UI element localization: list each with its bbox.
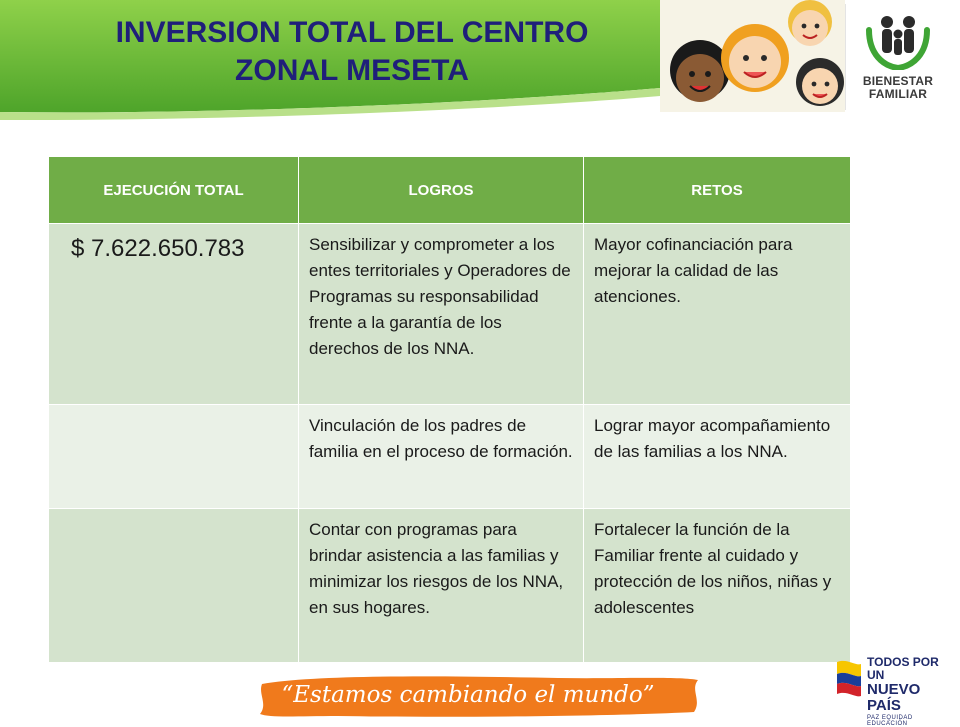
logo-text-familiar: FAMILIAR xyxy=(868,87,928,101)
page-title xyxy=(72,14,632,90)
bienestar-familiar-logo xyxy=(850,10,946,110)
children-illustration xyxy=(660,0,845,112)
table-row xyxy=(49,405,851,509)
investment-table xyxy=(48,156,851,663)
todos-por-un-nuevo-pais-logo xyxy=(833,654,953,727)
ejecucion-cell-empty xyxy=(49,405,299,509)
ejecucion-cell-empty xyxy=(49,509,299,663)
table-header-row xyxy=(49,157,851,224)
logro-cell: Vinculación de los padres de familia en el proceso de formación. xyxy=(299,405,584,509)
reto-cell: Lograr mayor acompañamiento de las familias a los NNA. xyxy=(584,405,851,509)
pais-line-1: TODOS POR UN xyxy=(867,655,939,682)
pais-line-2: NUEVO PAÍS xyxy=(867,681,921,714)
title-line-2: ZONAL MESETA xyxy=(235,54,469,87)
colombia-flag-icon xyxy=(833,654,865,702)
slogan-banner xyxy=(258,670,708,720)
logo-text-bienestar: BIENESTAR xyxy=(862,74,934,88)
header-ejecucion-total: EJECUCIÓN TOTAL xyxy=(49,157,299,224)
slogan-text: “Estamos cambiando el mundo” xyxy=(281,682,655,708)
header-retos: RETOS xyxy=(584,157,851,224)
header-logros: LOGROS xyxy=(299,157,584,224)
ejecucion-total-amount: $ 7.622.650.783 xyxy=(49,224,299,405)
table-row xyxy=(49,509,851,663)
reto-cell: Fortalecer la función de la Familiar frente al cuidado y protección de los niños, niñas y adolescentes xyxy=(584,509,851,663)
table-row xyxy=(49,224,851,405)
logro-cell: Sensibilizar y comprometer a los entes territoriales y Operadores de Programas su responsabilidad frente a la garantía de los derechos de los NNA. xyxy=(299,224,584,405)
family-icon xyxy=(863,10,933,70)
pais-line-3: PAZ EQUIDAD EDUCACIÓN xyxy=(867,715,913,727)
title-line-1: INVERSION TOTAL DEL CENTRO xyxy=(115,16,589,49)
logro-cell: Contar con programas para brindar asistencia a las familias y minimizar los riesgos de los NNA, en sus hogares. xyxy=(299,509,584,663)
reto-cell: Mayor cofinanciación para mejorar la calidad de las atenciones. xyxy=(584,224,851,405)
